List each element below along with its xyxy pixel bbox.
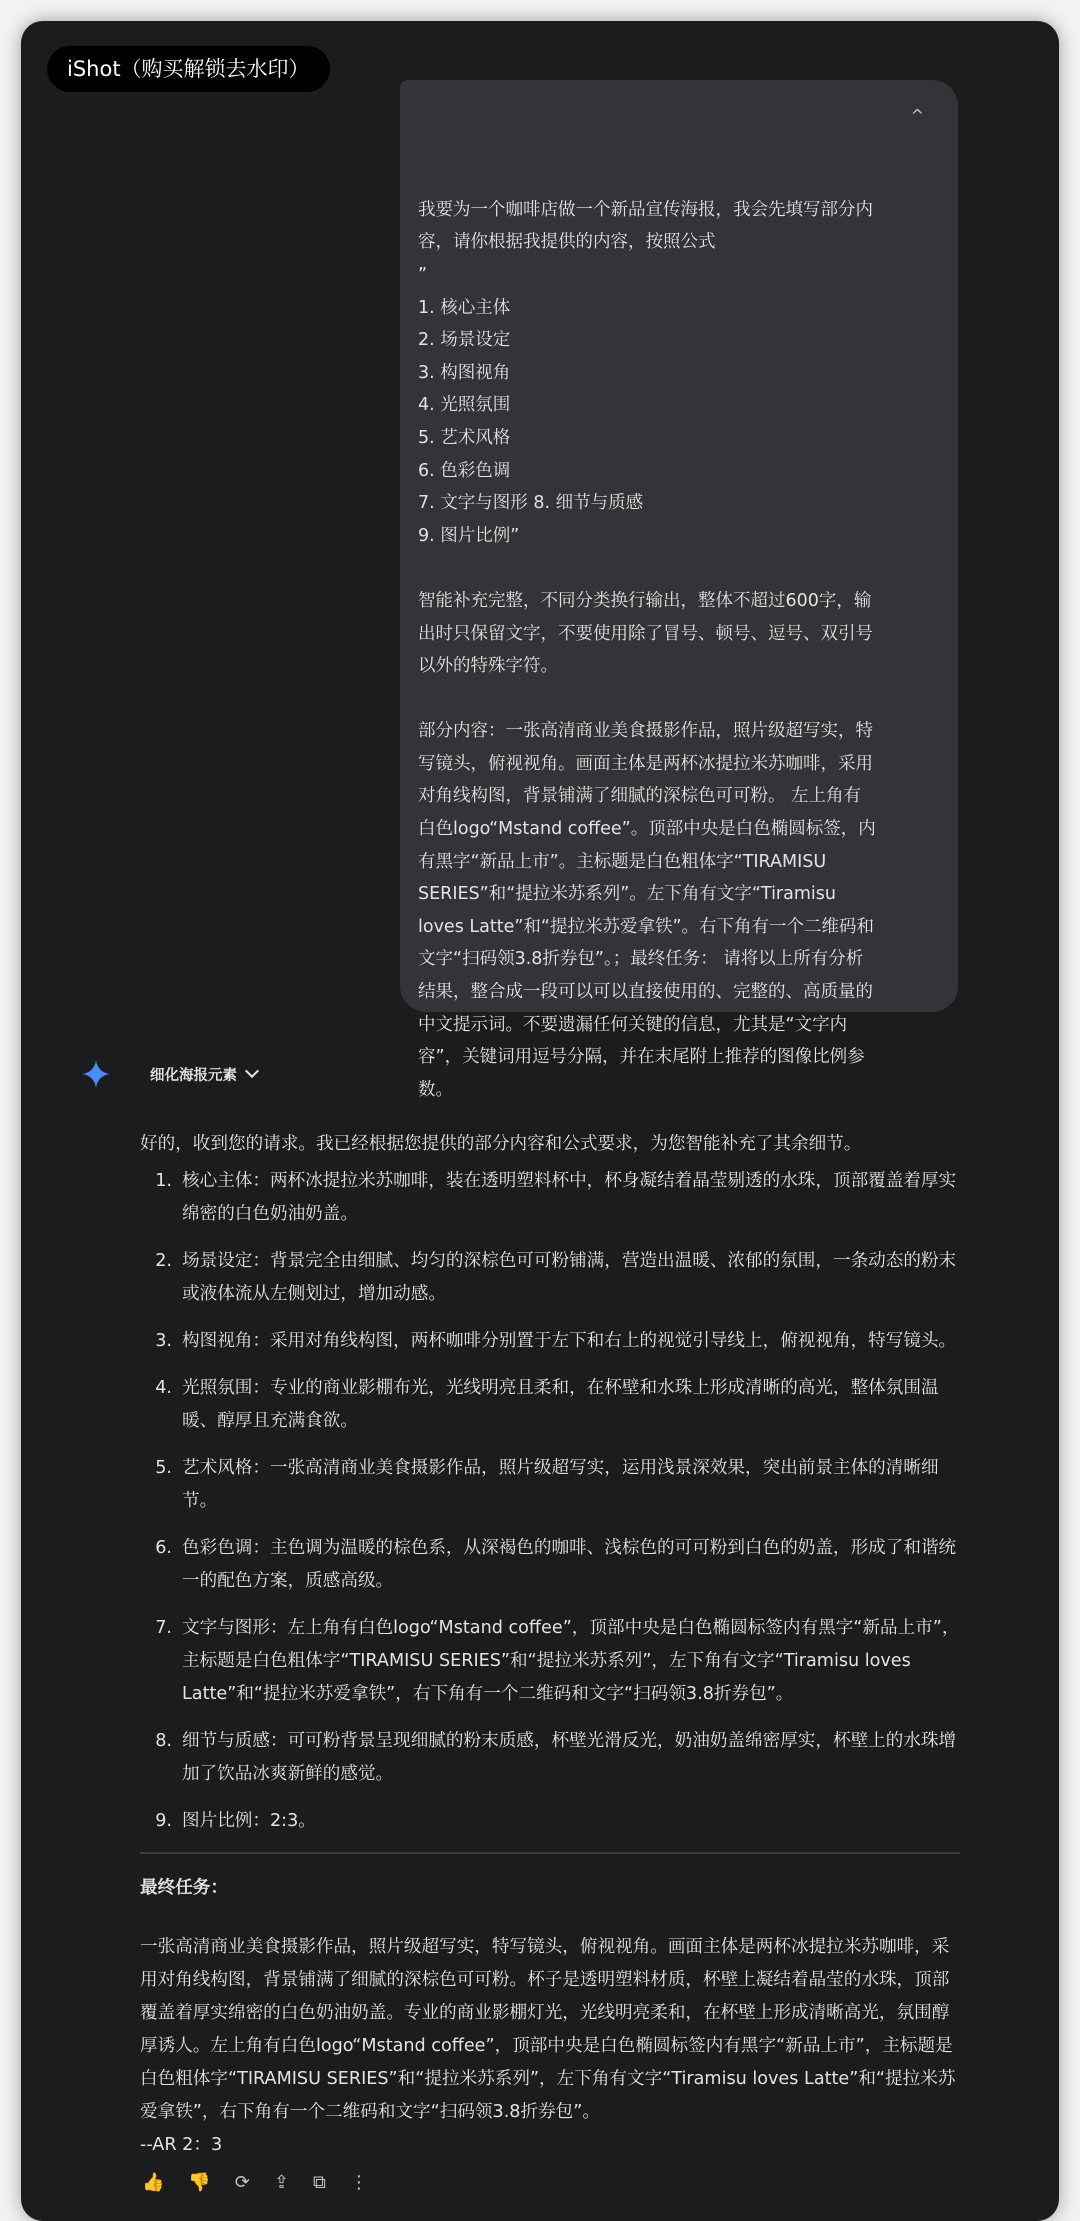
item-number: 9. (155, 1811, 172, 1831)
aspect-ratio-param: --AR 2：3 (140, 2135, 223, 2155)
user-message-text: 我要为一个咖啡店做一个新品宣传海报，我会先填写部分内容，请你根据我提供的内容，按照公式 ” 1. 核心主体 2. 场景设定 3. 构图视角 4. 光照氛围 5. 艺术风格 6. 色彩色调 7. 文字与图形 8. 细节与质感 9. 图片比例” 智能补充完整，不同分类换行输出，整体不超过600字，输出时只保留文字，不要使用除了冒号、顿号、逗号、双引号以外的特殊字符。 部分内容：一张高清商业美食摄影作品，照片级超写实，特写镜头，俯视视角。画面主体是两杯冰提拉米苏咖啡，采用对角线构图，背景铺满了细腻的深棕色可可粉。 左上角有白色logo“Mstand coffee”。顶部中央是白色椭圆标签，内有黑字“新品上市”。主标题是白色粗体字“TIRAMISU SERIES”和“提拉米苏系列”。左下角有文字“Tiramisu loves Latte”和“提拉米苏爱拿铁”。右下角有一个二维码和文字“扫码领3.8折券包”。；最终任务： 请将以上所有分析结果，整合成一段可以可以直接使用的、完整的、高质量的中文提示词。不要遗漏任何关键的信息，尤其是“文字内容”，关键词用逗号分隔，并在末尾附上推荐的图像比例参数。 (418, 199, 876, 1100)
thumbs-up-icon[interactable]: 👍 (142, 2172, 165, 2193)
collapse-chevron-icon[interactable]: ^ (910, 106, 924, 125)
watermark-badge: iShot（购买解锁去水印） (47, 46, 330, 92)
final-task-heading: 最终任务： (140, 1878, 228, 1898)
copy-icon[interactable]: ⧉ (313, 2172, 326, 2193)
list-item (140, 1532, 960, 1598)
item-text: 光照氛围：专业的商业影棚布光，光线明亮且柔和，在杯壁和水珠上形成清晰的高光，整体氛围温暖、醇厚且充满食欲。 (182, 1378, 939, 1431)
item-number: 2. (155, 1251, 172, 1271)
item-text: 细节与质感：可可粉背景呈现细腻的粉末质感，杯壁光滑反光，奶油奶盖绵密厚实，杯壁上的水珠增加了饮品冰爽新鲜的感觉。 (182, 1731, 957, 1784)
item-text: 文字与图形：左上角有白色logo“Mstand coffee”，顶部中央是白色椭圆标签内有黑字“新品上市”，主标题是白色粗体字“TIRAMISU SERIES”和“提拉米苏系列”，左下角有文字“Tiramisu loves Latte”和“提拉米苏爱拿铁”，右下角有一个二维码和文字“扫码领3.8折券包”。 (182, 1618, 960, 1704)
list-item (140, 1245, 960, 1311)
list-item (140, 1165, 960, 1231)
thinking-title: 细化海报元素 (150, 1067, 237, 1084)
list-item (140, 1325, 960, 1358)
list-item (140, 1372, 960, 1438)
divider (140, 1852, 960, 1854)
more-icon[interactable]: ⋮ (349, 2172, 368, 2193)
chevron-down-icon (245, 1064, 259, 1078)
thumbs-down-icon[interactable]: 👎 (188, 2172, 211, 2193)
response-intro: 好的，收到您的请求。我已经根据您提供的部分内容和公式要求，为您智能补充了其余细节。 (140, 1134, 862, 1154)
item-text: 场景设定：背景完全由细腻、均匀的深棕色可可粉铺满，营造出温暖、浓郁的氛围，一条动态的粉末或液体流从左侧划过，增加动感。 (182, 1251, 957, 1304)
thinking-toggle[interactable] (82, 1060, 257, 1088)
item-number: 4. (155, 1378, 172, 1398)
response-actions (142, 2172, 368, 2193)
share-icon[interactable]: ⇪ (273, 2172, 290, 2193)
user-message-bubble (400, 80, 958, 1100)
gemini-spark-icon (82, 1060, 110, 1088)
item-text: 构图视角：采用对角线构图，两杯咖啡分别置于左下和右上的视觉引导线上，俯视视角，特写镜头。 (182, 1331, 957, 1351)
item-number: 1. (155, 1171, 172, 1191)
list-item (140, 1612, 960, 1711)
item-number: 3. (155, 1331, 172, 1351)
model-response (140, 1128, 960, 2162)
item-number: 7. (155, 1618, 172, 1638)
item-text: 艺术风格：一张高清商业美食摄影作品，照片级超写实，运用浅景深效果，突出前景主体的清晰细节。 (182, 1458, 939, 1511)
list-item (140, 1725, 960, 1791)
item-text: 色彩色调：主色调为温暖的棕色系，从深褐色的咖啡、浅棕色的可可粉到白色的奶盖，形成了和谐统一的配色方案，质感高级。 (182, 1538, 957, 1591)
item-number: 8. (155, 1731, 172, 1751)
response-list (140, 1165, 960, 1838)
final-task-text: 一张高清商业美食摄影作品，照片级超写实，特写镜头，俯视视角。画面主体是两杯冰提拉米苏咖啡，采用对角线构图，背景铺满了细腻的深棕色可可粉。杯子是透明塑料材质，杯壁上凝结着晶莹的水珠，顶部覆盖着厚实绵密的白色奶油奶盖。专业的商业影棚灯光，光线明亮柔和，在杯壁上形成清晰高光，氛围醇厚诱人。左上角有白色logo“Mstand coffee”，顶部中央是白色椭圆标签内有黑字“新品上市”，主标题是白色粗体字“TIRAMISU SERIES”和“提拉米苏系列”，左下角有文字“Tiramisu loves Latte”和“提拉米苏爱拿铁”，右下角有一个二维码和文字“扫码领3.8折券包”。 (140, 1937, 956, 2122)
list-item (140, 1805, 960, 1838)
regenerate-icon[interactable]: ⟳ (234, 2172, 250, 2193)
item-text: 核心主体：两杯冰提拉米苏咖啡，装在透明塑料杯中，杯身凝结着晶莹剔透的水珠，顶部覆盖着厚实绵密的白色奶油奶盖。 (182, 1171, 957, 1224)
item-text: 图片比例：2:3。 (182, 1811, 316, 1831)
list-item (140, 1452, 960, 1518)
item-number: 6. (155, 1538, 172, 1558)
item-number: 5. (155, 1458, 172, 1478)
